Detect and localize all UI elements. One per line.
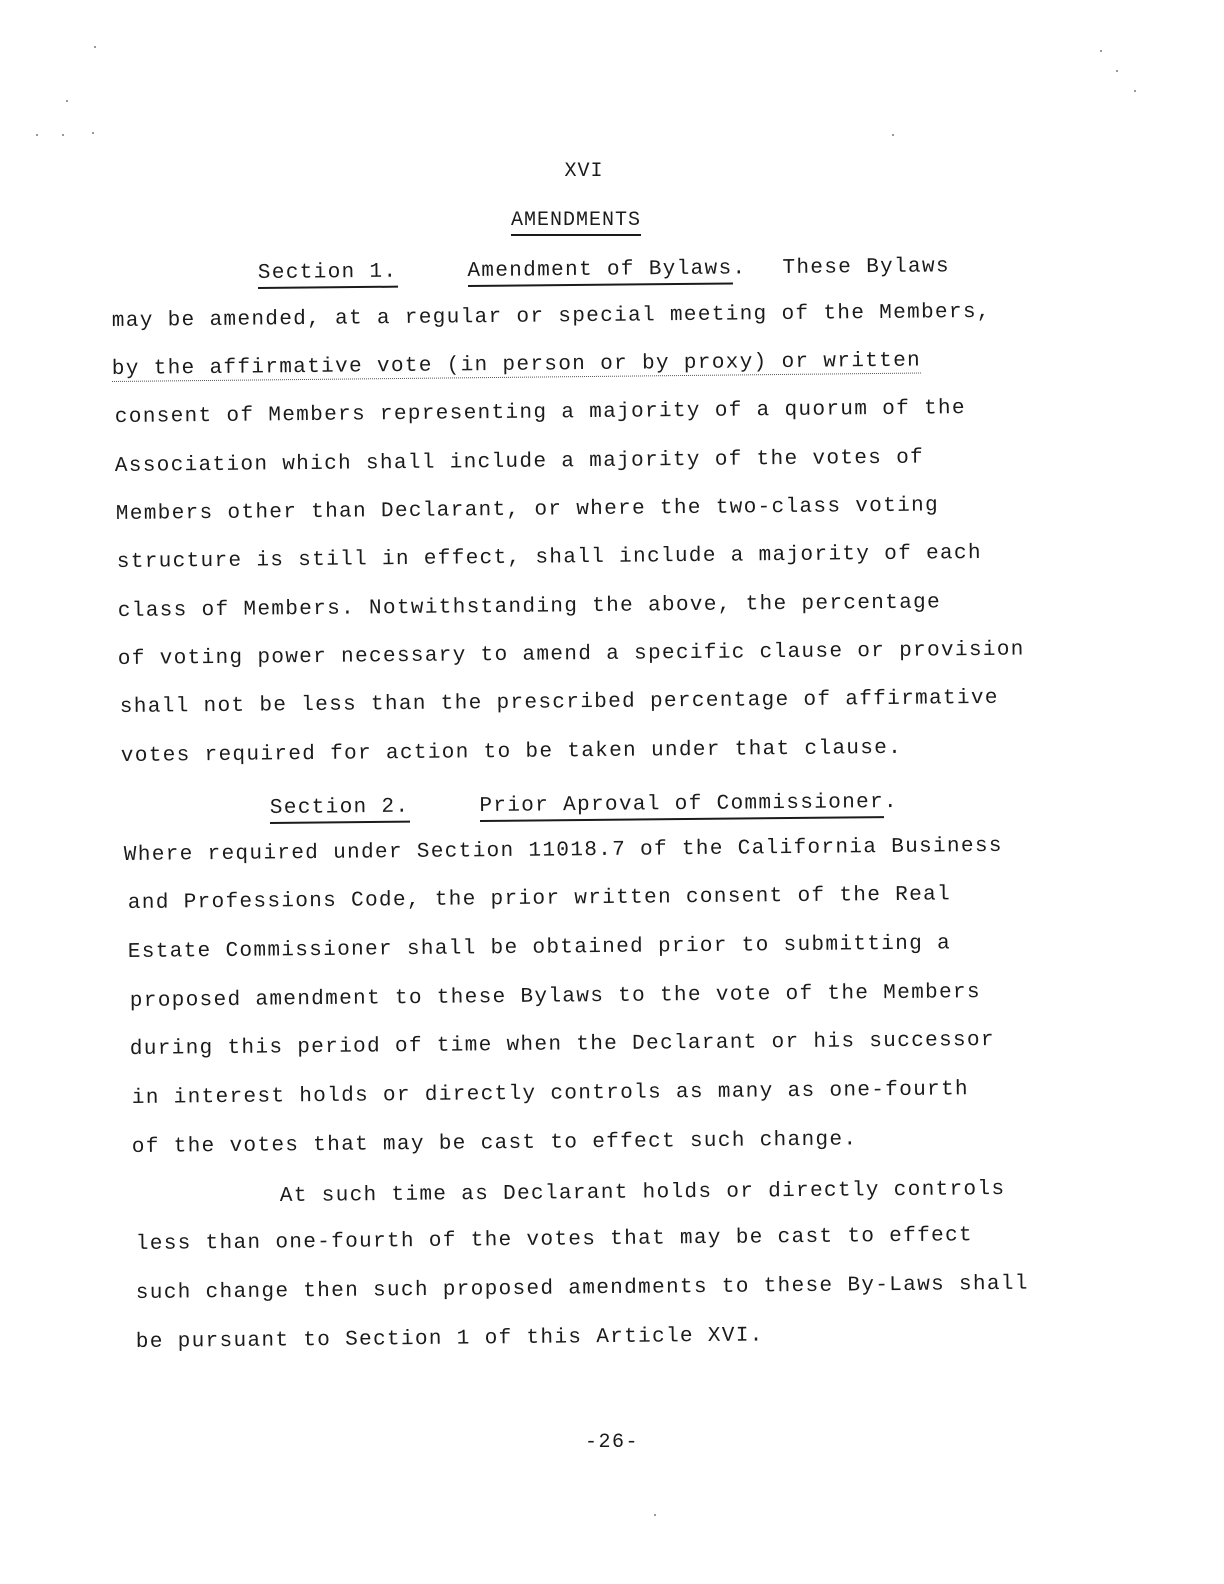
section-1-line: by the affirmative vote (in person or by proxy) or written (111, 349, 922, 382)
section-1-line: structure is still in effect, shall include a majority of each (116, 541, 982, 574)
scan-speck (62, 134, 64, 136)
article-number: XVI (564, 160, 604, 183)
paragraph-3-line: At such time as Declarant holds or directly controls (279, 1178, 1006, 1208)
section-2-line: Where required under Section 11018.7 of the California Business (123, 834, 1003, 867)
section-1-line: shall not be less than the prescribed percentage of affirmative (119, 686, 999, 719)
section-2-line: proposed amendment to these Bylaws to the vote of the Members (129, 981, 982, 1013)
paragraph-3-line: be pursuant to Section 1 of this Article XVI. (135, 1324, 764, 1354)
section-1-line: Members other than Declarant, or where the two-class voting (115, 494, 940, 526)
section-2-heading-punct: . (883, 790, 899, 815)
scan-speck (66, 100, 68, 102)
section-2-line: and Professions Code, the prior written consent of the Real (127, 883, 952, 915)
article-title (0, 209, 1188, 232)
section-1-line: class of Members. Notwithstanding the above, the percentage (117, 591, 942, 623)
section-1-line: Association which shall include a majority of the votes of (114, 446, 925, 478)
section-2-heading: Prior Aproval of Commissioner (479, 791, 884, 822)
page-number: -26- (584, 1431, 639, 1454)
section-1-heading-line (258, 255, 950, 285)
section-2-line: Estate Commissioner shall be obtained prior to submitting a (127, 932, 952, 964)
article-title-text: AMENDMENTS (511, 209, 641, 236)
section-1-heading-punct: . (732, 257, 747, 281)
scan-speck (94, 46, 96, 48)
section-1-line: may be amended, at a regular or special meeting of the Members, (111, 300, 991, 333)
scan-speck (892, 134, 894, 136)
section-1-label: Section 1. (258, 261, 398, 289)
scan-speck (1134, 90, 1136, 92)
section-2-heading-line (270, 791, 898, 820)
section-1-line: consent of Members representing a majority of a quorum of the (114, 397, 967, 429)
section-1-line: of voting power necessary to amend a specific clause or provision (117, 638, 1025, 671)
section-2-line: during this period of time when the Declarant or his successor (129, 1028, 995, 1061)
section-1-heading: Amendment of Bylaws (467, 257, 732, 287)
scan-speck (654, 1514, 656, 1516)
paragraph-3-line: such change then such proposed amendments to these By-Laws shall (135, 1272, 1029, 1305)
scan-speck (36, 134, 38, 136)
scan-speck (1116, 70, 1118, 72)
section-1-lead: These Bylaws (782, 255, 950, 280)
paragraph-3-line: less than one-fourth of the votes that may be cast to effect (135, 1224, 974, 1256)
section-1-line: votes required for action to be taken under that clause. (120, 736, 903, 768)
scan-speck (1100, 50, 1102, 52)
scan-speck (92, 132, 94, 134)
section-2-line: of the votes that may be cast to effect such change. (131, 1128, 858, 1159)
section-2-line: in interest holds or directly controls as many as one-fourth (131, 1078, 970, 1110)
section-2-label: Section 2. (270, 796, 410, 824)
